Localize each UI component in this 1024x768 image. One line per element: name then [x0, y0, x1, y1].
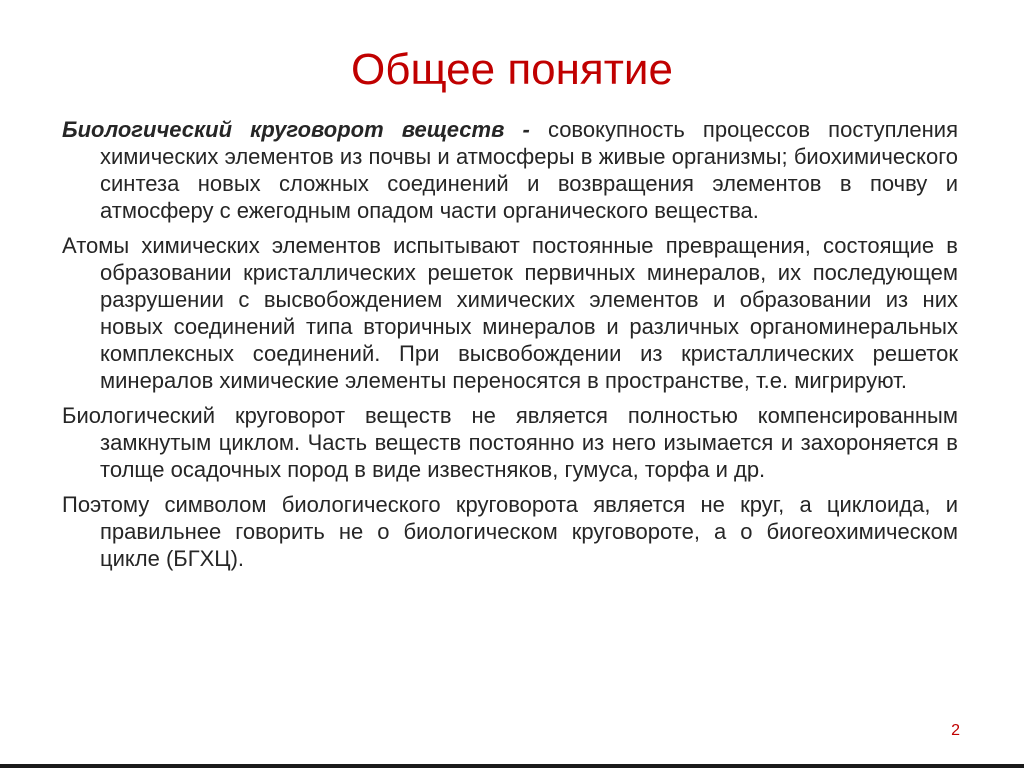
paragraph-definition — [62, 116, 958, 224]
paragraph-cycle — [62, 402, 958, 483]
paragraph-atoms — [62, 232, 958, 394]
paragraph-cycloid — [62, 491, 958, 572]
paragraph-text: Биологический круговорот веществ не является полностью компенсированным замкнутым циклом. Часть веществ постоянно из него изымается и захороняется в толще осадочных пород в виде известняков, гумуса, торфа и др. — [62, 403, 958, 482]
page-number: 2 — [951, 722, 960, 739]
slide-title: Общее понятие — [351, 45, 673, 94]
paragraph-text: Поэтому символом биологического круговорота является не круг, а циклоида, и правильнее говорить не о биологическом круговороте, а о биогеохимическом цикле (БГХЦ). — [62, 492, 958, 571]
slide-body — [62, 116, 958, 580]
paragraph-text: Атомы химических элементов испытывают постоянные превращения, состоящие в образовании кристаллических решеток первичных минералов, их последующем разрушении с высвобождением химических элементов и образовании из них новых соединений типа вторичных минералов и различных органоминеральных комплексных соединений. При высвобождении из кристаллических решеток минералов химические элементы переносятся в пространстве, т.е. мигрируют. — [62, 233, 958, 393]
paragraph-text: совокупность процессов поступления химических элементов из почвы и атмосферы в живые организмы; биохимического синтеза новых сложных соединений и возвращения элементов в почву и атмосферу с ежегодным опадом части органического вещества. — [100, 117, 958, 223]
term-highlight: Биологический круговорот веществ - — [62, 117, 530, 142]
bottom-divider — [0, 764, 1024, 768]
